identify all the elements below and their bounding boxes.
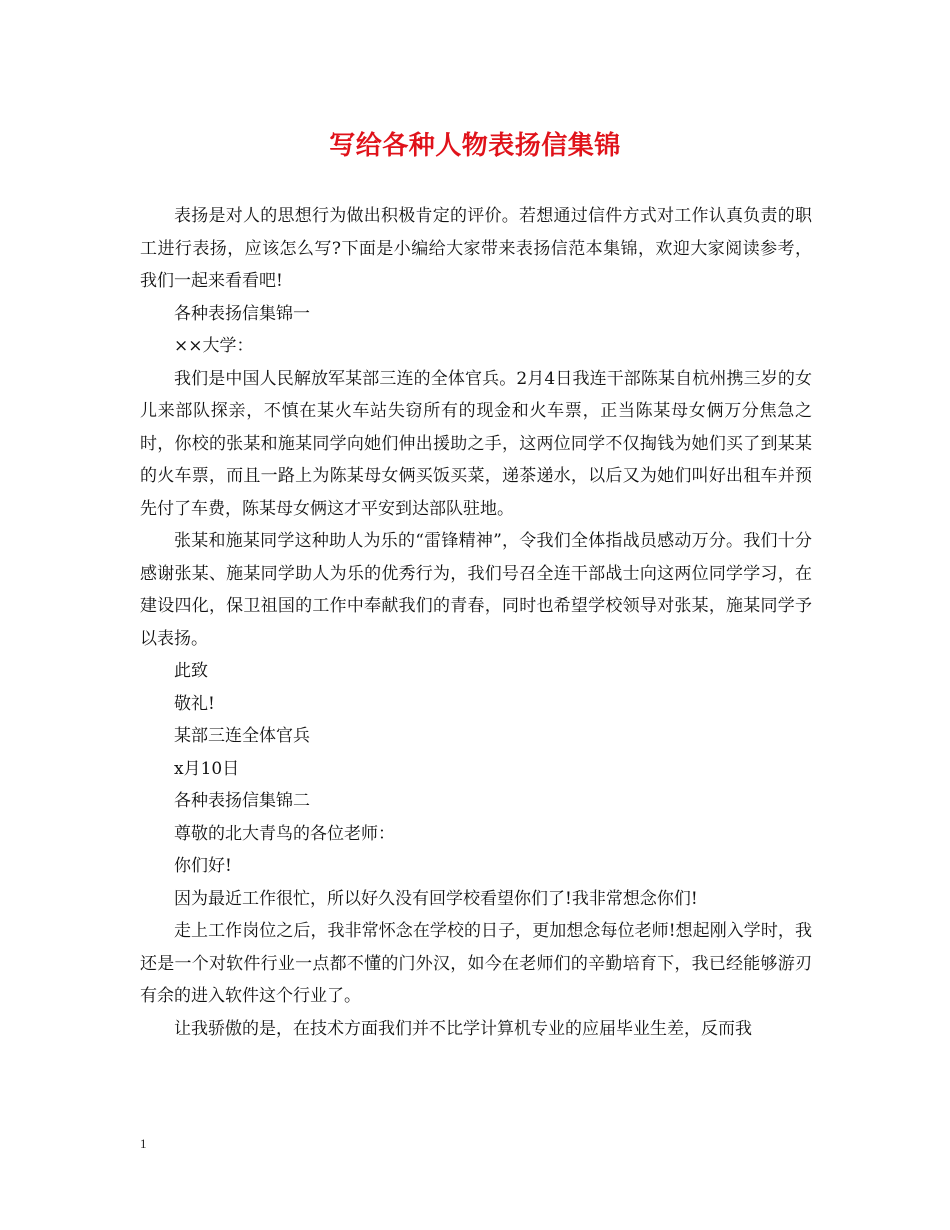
page-number: 1 xyxy=(140,1136,147,1151)
letter-greeting: 你们好! xyxy=(174,856,232,876)
letter-date: x月10日 xyxy=(174,758,240,779)
letter-closing: 此致 xyxy=(174,661,208,681)
document-title: 写给各种人物表扬信集锦 xyxy=(329,131,621,161)
section-heading-one: 各种表扬信集锦一 xyxy=(174,303,310,324)
letter-paragraph: 走上工作岗位之后，我非常怀念在学校的日子，更加想念每位老师!想起刚入学时，我还是一个对软件行业一点都不懂的门外汉，如今在老师们的辛勤培育下，我已经能够游刃有余的进入软件这个行业了。 xyxy=(140,921,812,1006)
document-body xyxy=(140,200,812,1045)
letter-paragraph: 因为最近工作很忙，所以好久没有回学校看望你们了!我非常想念你们! xyxy=(174,888,698,909)
letter-closing: 敬礼! xyxy=(174,693,215,714)
intro-paragraph: 表扬是对人的思想行为做出积极肯定的评价。若想通过信件方式对工作认真负责的职工进行表扬，应该怎么写?下面是小编给大家带来表扬信范本集锦，欢迎大家阅读参考，我们一起来看看吧! xyxy=(140,206,812,291)
letter-paragraph: 张某和施某同学这种助人为乐的“雷锋精神”，令我们全体指战员感动万分。我们十分感谢张某、施某同学助人为乐的优秀行为，我们号召全连干部战士向这两位同学学习，在建设四化，保卫祖国的工作中奉献我们的青春，同时也希望学校领导对张某，施某同学予以表扬。 xyxy=(140,531,812,649)
letter-paragraph: 让我骄傲的是，在技术方面我们并不比学计算机专业的应届毕业生差，反而我 xyxy=(174,1018,752,1039)
letter-salutation: 尊敬的北大青鸟的各位老师： xyxy=(174,823,395,844)
letter-signature: 某部三连全体官兵 xyxy=(174,726,310,746)
section-heading-two: 各种表扬信集锦二 xyxy=(174,791,310,811)
letter-salutation: ××大学： xyxy=(174,336,254,356)
letter-paragraph: 我们是中国人民解放军某部三连的全体官兵。2月4日我连干部陈某自杭州携三岁的女儿来部队探亲，不慎在某火车站失窃所有的现金和火车票，正当陈某母女俩万分焦急之时，你校的张某和施某同学向她们伸出援助之手，这两位同学不仅掏钱为她们买了到某某的火车票，而且一路上为陈某母女俩买饭买菜，递茶递水，以后又为她们叫好出租车并预先付了车费，陈某母女俩这才平安到达部队驻地。 xyxy=(140,368,812,519)
